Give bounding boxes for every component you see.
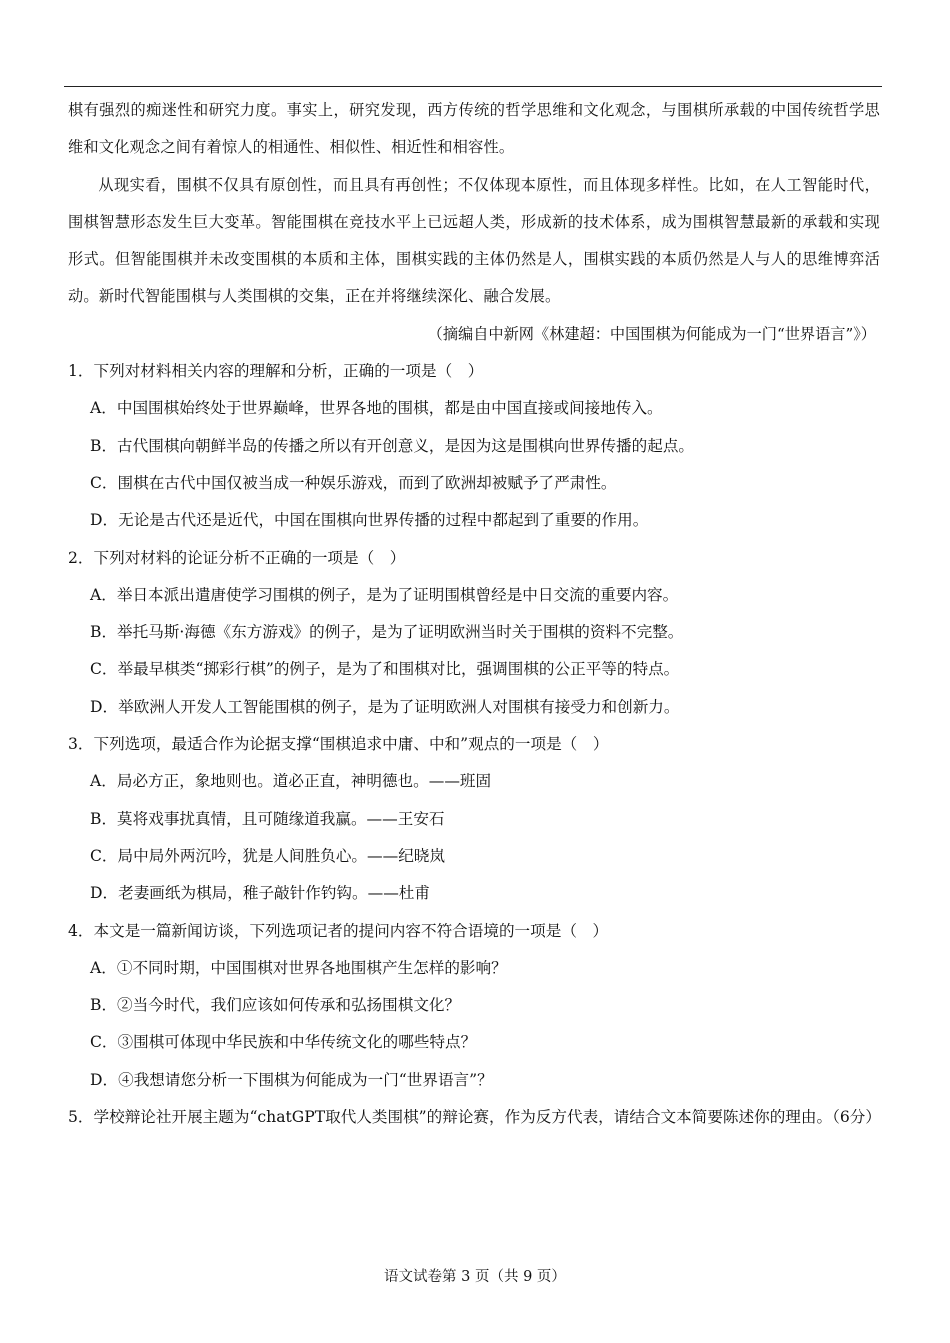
question-3: [68, 726, 880, 912]
page-content: [68, 92, 880, 1136]
question-5: [68, 1099, 880, 1136]
option-d: D．④我想请您分析一下围棋为何能成为一门“世界语言”？: [90, 1070, 493, 1089]
option-b: B．②当今时代，我们应该如何传承和弘扬围棋文化？: [90, 996, 461, 1015]
question-stem: 1．下列对材料相关内容的理解和分析，正确的一项是（ ）: [68, 362, 484, 381]
passage-paragraph-1: 棋有强烈的痴迷性和研究力度。事实上，研究发现，西方传统的哲学思维和文化观念，与围棋所承载的中国传统哲学思维和文化观念之间有着惊人的相通性、相似性、相近性和相容性。: [68, 101, 880, 157]
page-footer: 语文试卷第 3 页（共 9 页）: [384, 1269, 566, 1285]
option-d: D．举欧洲人开发人工智能围棋的例子，是为了证明欧洲人对围棋有接受力和创新力。: [90, 697, 680, 716]
question-4: [68, 913, 880, 1099]
question-stem: 5．学校辩论社开展主题为“chatGPT取代人类围棋”的辩论赛，作为反方代表，请结合文本简要陈述你的理由。（6分）: [68, 1108, 881, 1127]
option-b: B．古代围棋向朝鲜半岛的传播之所以有开创意义，是因为这是围棋向世界传播的起点。: [90, 436, 695, 455]
question-stem: 4．本文是一篇新闻访谈，下列选项记者的提问内容不符合语境的一项是（ ）: [68, 921, 609, 940]
option-c: C．③围棋可体现中华民族和中华传统文化的哪些特点？: [90, 1033, 477, 1052]
question-stem: 2．下列对材料的论证分析不正确的一项是（ ）: [68, 548, 406, 567]
option-c: C．局中局外两沉吟，犹是人间胜负心。——纪晓岚: [90, 846, 445, 865]
question-stem: 3．下列选项，最适合作为论据支撑“围棋追求中庸、中和”观点的一项是（ ）: [68, 735, 609, 754]
option-d: D．老妻画纸为棋局，稚子敲针作钓钩。——杜甫: [90, 884, 430, 903]
question-2: [68, 540, 880, 726]
header-rule: [64, 86, 882, 87]
passage-paragraph-2: 从现实看，围棋不仅具有原创性，而且具有再创性；不仅体现本原性，而且体现多样性。比如，在人工智能时代，围棋智慧形态发生巨大变革。智能围棋在竞技水平上已远超人类，形成新的技术体系，成为围棋智慧最新的承载和实现形式。但智能围棋并未改变围棋的本质和主体，围棋实践的主体仍然是人，围棋实践的本质仍然是人与人的思维博弈活动。新时代智能围棋与人类围棋的交集，正在并将继续深化、融合发展。: [68, 175, 880, 306]
question-1: [68, 353, 880, 539]
option-d: D．无论是古代还是近代，中国在围棋向世界传播的过程中都起到了重要的作用。: [90, 511, 649, 530]
option-b: B．举托马斯·海德《东方游戏》的例子，是为了证明欧洲当时关于围棋的资料不完整。: [90, 623, 684, 642]
option-a: A．中国围棋始终处于世界巅峰，世界各地的围棋，都是由中国直接或间接地传入。: [90, 399, 663, 418]
option-b: B．莫将戏事扰真情，且可随缘道我赢。——王安石: [90, 809, 445, 828]
option-a: A．举日本派出遣唐使学习围棋的例子，是为了证明围棋曾经是中日交流的重要内容。: [90, 585, 679, 604]
option-a: A．局必方正，象地则也。道必正直，神明德也。——班固: [90, 772, 492, 791]
option-c: C．举最早棋类“掷彩行棋”的例子，是为了和围棋对比，强调围棋的公正平等的特点。: [90, 660, 680, 679]
option-c: C．围棋在古代中国仅被当成一种娱乐游戏，而到了欧洲却被赋予了严肃性。: [90, 473, 617, 492]
option-a: A．①不同时期，中国围棋对世界各地围棋产生怎样的影响？: [90, 958, 507, 977]
passage-source: （摘编自中新网《林建超：中国围棋为何能成为一门“世界语言”》）: [427, 324, 876, 343]
